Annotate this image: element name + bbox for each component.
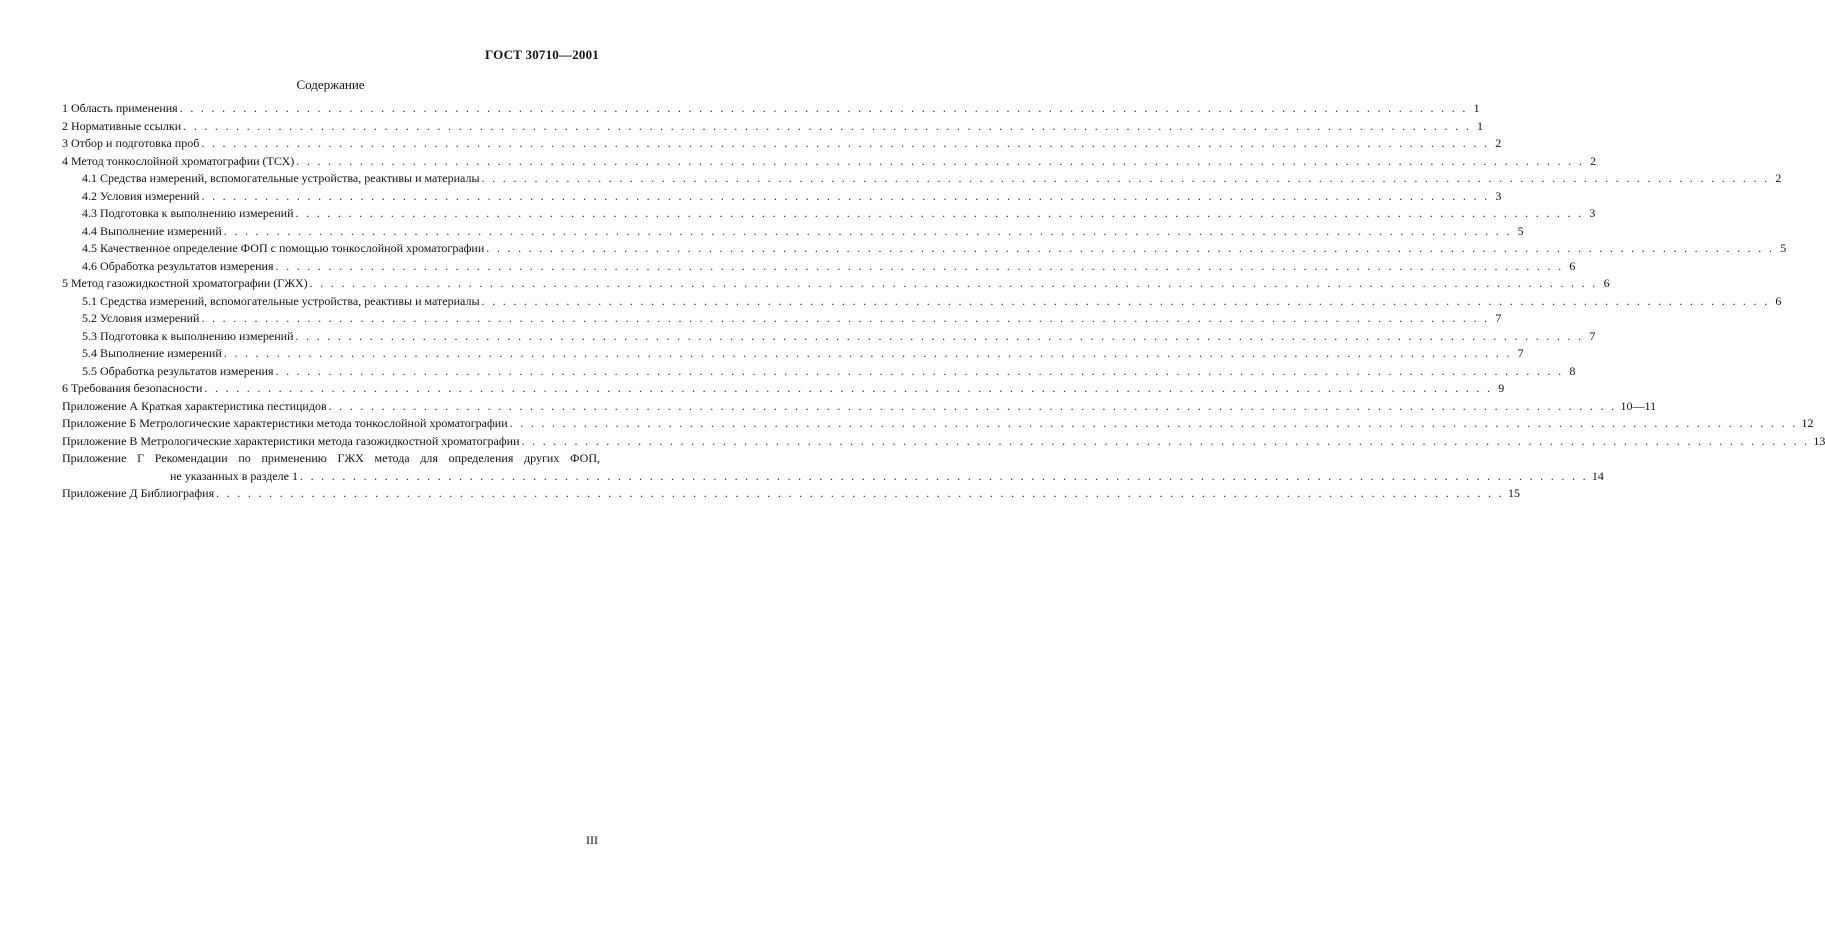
toc-entry-5-5[interactable]: 5.5 Обработка результатов измерения . . . . . . . . . . . . . . . . . . . . . . . . . . . . . . . . . . . . . . . . . . . . . . . . . . . . . . . . . . . . . . . . . . . . . . . . . . . . . . . . . . . . . . . . . . . . . . . . . . . . . . . . . . . . . . . . . . . . . . . . . . 8 — [62, 363, 600, 381]
toc-entry-4-3[interactable]: 4.3 Подготовка к выполнению измерений . . . . . . . . . . . . . . . . . . . . . . . . . . . . . . . . . . . . . . . . . . . . . . . . . . . . . . . . . . . . . . . . . . . . . . . . . . . . . . . . . . . . . . . . . . . . . . . . . . . . . . . . . . . . . . . . . . . . . . . . . . 3 — [62, 205, 600, 223]
table-of-contents — [62, 100, 1825, 503]
toc-entry-6[interactable]: 6 Требования безопасности . . . . . . . . . . . . . . . . . . . . . . . . . . . . . . . . . . . . . . . . . . . . . . . . . . . . . . . . . . . . . . . . . . . . . . . . . . . . . . . . . . . . . . . . . . . . . . . . . . . . . . . . . . . . . . . . . . . . . . . . . . 9 — [62, 380, 600, 398]
toc-entry-5-2[interactable]: 5.2 Условия измерений . . . . . . . . . . . . . . . . . . . . . . . . . . . . . . . . . . . . . . . . . . . . . . . . . . . . . . . . . . . . . . . . . . . . . . . . . . . . . . . . . . . . . . . . . . . . . . . . . . . . . . . . . . . . . . . . . . . . . . . . . . 7 — [62, 310, 600, 328]
toc-entry-5[interactable]: 5 Метод газожидкостной хроматографии (ГЖХ) . . . . . . . . . . . . . . . . . . . . . . . . . . . . . . . . . . . . . . . . . . . . . . . . . . . . . . . . . . . . . . . . . . . . . . . . . . . . . . . . . . . . . . . . . . . . . . . . . . . . . . . . . . . . . . . . . . . . . . . . . . 6 — [62, 275, 600, 293]
toc-entry-5-4[interactable]: 5.4 Выполнение измерений . . . . . . . . . . . . . . . . . . . . . . . . . . . . . . . . . . . . . . . . . . . . . . . . . . . . . . . . . . . . . . . . . . . . . . . . . . . . . . . . . . . . . . . . . . . . . . . . . . . . . . . . . . . . . . . . . . . . . . . . . . 7 — [62, 345, 600, 363]
toc-entry-4-4[interactable]: 4.4 Выполнение измерений . . . . . . . . . . . . . . . . . . . . . . . . . . . . . . . . . . . . . . . . . . . . . . . . . . . . . . . . . . . . . . . . . . . . . . . . . . . . . . . . . . . . . . . . . . . . . . . . . . . . . . . . . . . . . . . . . . . . . . . . . . 5 — [62, 223, 600, 241]
toc-entry-appendix-a[interactable]: Приложение А Краткая характеристика пестицидов . . . . . . . . . . . . . . . . . . . . . . . . . . . . . . . . . . . . . . . . . . . . . . . . . . . . . . . . . . . . . . . . . . . . . . . . . . . . . . . . . . . . . . . . . . . . . . . . . . . . . . . . . . . . . . . . . . . . . . . . . . 10—11 — [62, 398, 600, 416]
toc-entry-2[interactable]: 2 Нормативные ссылки . . . . . . . . . . . . . . . . . . . . . . . . . . . . . . . . . . . . . . . . . . . . . . . . . . . . . . . . . . . . . . . . . . . . . . . . . . . . . . . . . . . . . . . . . . . . . . . . . . . . . . . . . . . . . . . . . . . . . . . . . . 1 — [62, 118, 600, 136]
toc-entry-5-1[interactable]: 5.1 Средства измерений, вспомогательные устройства, реактивы и материалы . . . . . . . . . . . . . . . . . . . . . . . . . . . . . . . . . . . . . . . . . . . . . . . . . . . . . . . . . . . . . . . . . . . . . . . . . . . . . . . . . . . . . . . . . . . . . . . . . . . . . . . . . . . . . . . . . . . . . . . . . . 6 — [62, 293, 600, 311]
toc-entry-1[interactable]: 1 Область применения . . . . . . . . . . . . . . . . . . . . . . . . . . . . . . . . . . . . . . . . . . . . . . . . . . . . . . . . . . . . . . . . . . . . . . . . . . . . . . . . . . . . . . . . . . . . . . . . . . . . . . . . . . . . . . . . . . . . . . . . . . 1 — [62, 100, 600, 118]
toc-entry-3[interactable]: 3 Отбор и подготовка проб . . . . . . . . . . . . . . . . . . . . . . . . . . . . . . . . . . . . . . . . . . . . . . . . . . . . . . . . . . . . . . . . . . . . . . . . . . . . . . . . . . . . . . . . . . . . . . . . . . . . . . . . . . . . . . . . . . . . . . . . . . 2 — [62, 135, 600, 153]
toc-entry-5-3[interactable]: 5.3 Подготовка к выполнению измерений . . . . . . . . . . . . . . . . . . . . . . . . . . . . . . . . . . . . . . . . . . . . . . . . . . . . . . . . . . . . . . . . . . . . . . . . . . . . . . . . . . . . . . . . . . . . . . . . . . . . . . . . . . . . . . . . . . . . . . . . . . 7 — [62, 328, 600, 346]
toc-entry-appendix-g-continuation[interactable]: не указанных в разделе 1 . . . . . . . . . . . . . . . . . . . . . . . . . . . . . . . . . . . . . . . . . . . . . . . . . . . . . . . . . . . . . . . . . . . . . . . . . . . . . . . . . . . . . . . . . . . . . . . . . . . . . . . . . . . . . . . . . . . . . . . . . . 14 — [62, 468, 600, 486]
toc-entry-appendix-v[interactable]: Приложение В Метрологические характеристики метода газожидкостной хроматографии . . . . . . . . . . . . . . . . . . . . . . . . . . . . . . . . . . . . . . . . . . . . . . . . . . . . . . . . . . . . . . . . . . . . . . . . . . . . . . . . . . . . . . . . . . . . . . . . . . . . . . . . . . . . . . . . . . . . . . . . . . 13 — [62, 433, 600, 451]
toc-entry-appendix-g[interactable]: Приложение Г Рекомендации по применению ГЖХ метода для определения других ФОП, — [62, 450, 600, 468]
toc-entry-4-1[interactable]: 4.1 Средства измерений, вспомогательные устройства, реактивы и материалы . . . . . . . . . . . . . . . . . . . . . . . . . . . . . . . . . . . . . . . . . . . . . . . . . . . . . . . . . . . . . . . . . . . . . . . . . . . . . . . . . . . . . . . . . . . . . . . . . . . . . . . . . . . . . . . . . . . . . . . . . . 2 — [62, 170, 600, 188]
toc-entry-4-6[interactable]: 4.6 Обработка результатов измерения . . . . . . . . . . . . . . . . . . . . . . . . . . . . . . . . . . . . . . . . . . . . . . . . . . . . . . . . . . . . . . . . . . . . . . . . . . . . . . . . . . . . . . . . . . . . . . . . . . . . . . . . . . . . . . . . . . . . . . . . . . 6 — [62, 258, 600, 276]
toc-entry-4-2[interactable]: 4.2 Условия измерений . . . . . . . . . . . . . . . . . . . . . . . . . . . . . . . . . . . . . . . . . . . . . . . . . . . . . . . . . . . . . . . . . . . . . . . . . . . . . . . . . . . . . . . . . . . . . . . . . . . . . . . . . . . . . . . . . . . . . . . . . . 3 — [62, 188, 600, 206]
toc-entry-4-5[interactable]: 4.5 Качественное определение ФОП с помощью тонкослойной хроматографии . . . . . . . . . . . . . . . . . . . . . . . . . . . . . . . . . . . . . . . . . . . . . . . . . . . . . . . . . . . . . . . . . . . . . . . . . . . . . . . . . . . . . . . . . . . . . . . . . . . . . . . . . . . . . . . . . . . . . . . . . . 5 — [62, 240, 600, 258]
toc-entry-appendix-b[interactable]: Приложение Б Метрологические характеристики метода тонкослойной хроматографии . . . . . . . . . . . . . . . . . . . . . . . . . . . . . . . . . . . . . . . . . . . . . . . . . . . . . . . . . . . . . . . . . . . . . . . . . . . . . . . . . . . . . . . . . . . . . . . . . . . . . . . . . . . . . . . . . . . . . . . . . . 12 — [62, 415, 600, 433]
toc-entry-4[interactable]: 4 Метод тонкослойной хроматографии (ТСХ) . . . . . . . . . . . . . . . . . . . . . . . . . . . . . . . . . . . . . . . . . . . . . . . . . . . . . . . . . . . . . . . . . . . . . . . . . . . . . . . . . . . . . . . . . . . . . . . . . . . . . . . . . . . . . . . . . . . . . . . . . . 2 — [62, 153, 600, 171]
footer-page-number: III — [586, 833, 598, 847]
toc-entry-appendix-d[interactable]: Приложение Д Библиография . . . . . . . . . . . . . . . . . . . . . . . . . . . . . . . . . . . . . . . . . . . . . . . . . . . . . . . . . . . . . . . . . . . . . . . . . . . . . . . . . . . . . . . . . . . . . . . . . . . . . . . . . . . . . . . . . . . . . . . . . . 15 — [62, 485, 600, 503]
toc-title: Содержание — [296, 77, 365, 92]
header-standard-code: ГОСТ 30710—2001 — [484, 47, 599, 62]
